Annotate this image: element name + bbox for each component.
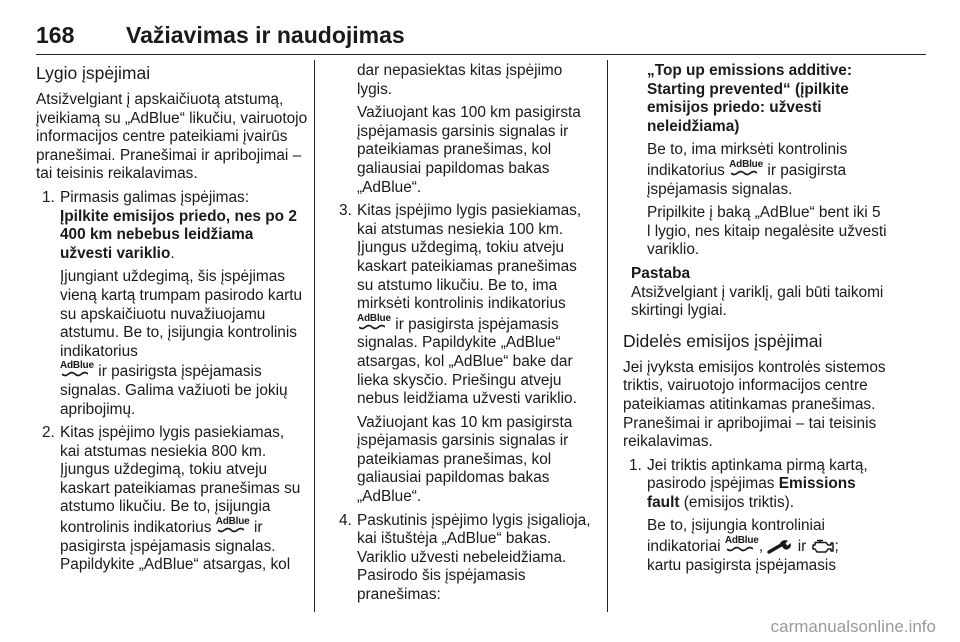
item-text: ir pasigirsta įspėjamasis signalas. <box>647 161 847 198</box>
item-text: ir <box>797 538 807 556</box>
wrench-icon <box>767 539 793 554</box>
item-text: Jei triktis aptinkama pirmą kartą, pasirodo įspėjimas <box>647 456 868 493</box>
list-number: 1. <box>42 188 55 206</box>
section-heading-high-emissions: Didelės emisijos įspėjimai <box>623 330 823 351</box>
item-text: (emisijos triktis). <box>683 493 795 511</box>
list-item-paragraph <box>647 517 888 575</box>
list-number: 4. <box>339 511 352 529</box>
column-divider-1 <box>314 60 315 612</box>
punctuation: . <box>170 244 175 262</box>
item-text: Įjungiant uždegimą, šis įspėjimas vieną kartą trumpam pasirodo kartu su apskaičiuotu nuvažiuojamu atstumu. Be to, įsijungia kontrolinis indikatorius <box>60 268 303 360</box>
list-item-text <box>60 424 308 575</box>
list-item-1 <box>623 457 888 576</box>
item-text: ir pasirigsta įspėjamasis signalas. Galima važiuoti be jokių apribojimų. <box>60 363 288 418</box>
list-number: 1. <box>629 456 642 474</box>
warning-message: Įpilkite emisijos priedo, nes po 2 400 km nebebus leidžiama užvesti variklio <box>60 207 297 262</box>
adblue-icon <box>216 517 250 535</box>
item-text: Pirmasis galimas įspėjimas: <box>60 188 250 206</box>
continuation-text: dar nepasiektas kitas įspėjimo lygis. <box>357 62 563 98</box>
continuation-paragraph <box>647 141 888 199</box>
list-item-4-continuation <box>623 62 888 260</box>
item-text: Kitas įspėjimo lygis pasiekiamas, kai atstumas nesiekia 100 km. Įjungus uždegimą, tokiu atveju kaskart pateikiamas pranešimas su atstumo likučiu. Be to, ima mirksėti kontrolinis indikatorius <box>357 202 582 313</box>
note-box <box>623 265 888 321</box>
section-heading-level-warnings: Lygio įspėjimai <box>36 63 151 83</box>
item-text: Be to, ima mirksėti kontrolinis indikatorius <box>647 141 848 179</box>
item-text: Kitas įspėjimo lygis pasiekiamas, kai atstumas nesiekia 800 km. Įjungus uždegimą, tokiu atveju kaskart pateikiamas pranešimas su atstumo likučiu. Be to, įsijungia kontrolinis indikatorius <box>60 424 301 537</box>
list-item-paragraph: Važiuojant kas 10 km pasigirsta įspėjamasis garsinis signalas ir pateikiamas pranešimas, kol galiausiai papildomas bakas „AdBlue“. <box>357 413 573 506</box>
list-item-text <box>647 457 888 513</box>
adblue-icon <box>60 361 94 379</box>
adblue-icon-text: AdBlue <box>724 535 759 547</box>
column-1 <box>36 62 308 580</box>
list-item-1 <box>36 189 308 419</box>
watermark: carmanualsonline.info <box>770 617 936 636</box>
adblue-icon <box>729 160 763 178</box>
page-number: 168 <box>36 22 75 48</box>
running-title: Važiavimas ir naudojimas <box>126 22 405 48</box>
warning-message: „Top up emissions additive: Starting prevented“ (įpilkite emisijos priedo: užvesti neleidžiama) <box>647 62 852 135</box>
adblue-icon-text: AdBlue <box>215 516 250 528</box>
column-2 <box>333 62 597 610</box>
adblue-icon <box>357 314 391 332</box>
section-paragraph: Jei įvyksta emisijos kontrolės sistemos triktis, vairuotojo informacijos centre pateikiamas atitinkamas pranešimas. Pranešimai ir apribojimai – tai teisinis reikalavimas. <box>623 358 886 451</box>
list-item-4 <box>333 512 597 605</box>
list-number: 3. <box>339 202 352 220</box>
note-text: Atsižvelgiant į variklį, gali būti taikomi skirtingi lygiai. <box>631 283 884 320</box>
column-3 <box>623 62 888 580</box>
punctuation: , <box>758 538 764 556</box>
page-header <box>36 8 926 50</box>
note-label: Pastaba <box>631 264 691 282</box>
item-text: kartu pasigirsta įspėjamasis <box>647 556 837 574</box>
list-item-text <box>357 202 597 409</box>
list-item-2 <box>36 424 308 575</box>
item-text: ir pasigirsta įspėjamasis signalas. Papildykite „AdBlue“ atsargas, kol <box>60 519 291 574</box>
intro-paragraph: Atsižvelgiant į apskaičiuotą atstumą, įveikiamą su „AdBlue“ likučiu, vairuotojo informacijos centre pateikiami įvairūs pranešimai. Pranešimai ir apribojimai – tai teisinis reikalavimas. <box>36 91 308 183</box>
list-item-3 <box>333 202 597 507</box>
adblue-icon-text: AdBlue <box>60 360 94 372</box>
adblue-icon-text: AdBlue <box>357 312 391 324</box>
list-number: 2. <box>42 424 55 442</box>
header-rule <box>36 54 926 55</box>
list-item-2-continuation <box>333 62 597 197</box>
adblue-icon-text: AdBlue <box>729 158 763 170</box>
continuation-paragraph: Važiuojant kas 100 km pasigirsta įspėjamasis garsinis signalas ir pateikiamas pranešimas, kol galiausiai papildomas bakas „AdBlue“. <box>357 104 581 196</box>
list-item-paragraph <box>60 268 308 419</box>
column-divider-2 <box>607 60 608 612</box>
list-item-text: Paskutinis įspėjimo lygis įsigalioja, kai ištuštėja „AdBlue“ bakas. Variklio užvesti nebeleidžiama. Pasirodo šis įspėjamasis pranešimas: <box>357 511 591 604</box>
adblue-icon <box>725 536 759 554</box>
engine-icon <box>811 538 835 554</box>
warning-message: Emissions fault <box>647 475 856 511</box>
item-text: ir pasigirsta įspėjamasis signalas. Papildykite „AdBlue“ atsargas, kol „AdBlue“ bake dar lieka skysčio. Priešingu atveju nebus leidžiama užvesti variklio. <box>357 315 577 408</box>
list-item-text <box>60 189 308 263</box>
continuation-paragraph: Pripilkite į baką „AdBlue“ bent iki 5 l lygio, nes kitaip negalėsite užvesti variklio. <box>647 204 887 259</box>
item-text: Be to, įsijungia kontroliniai indikatoriai <box>647 517 825 556</box>
punctuation: ; <box>834 538 839 556</box>
